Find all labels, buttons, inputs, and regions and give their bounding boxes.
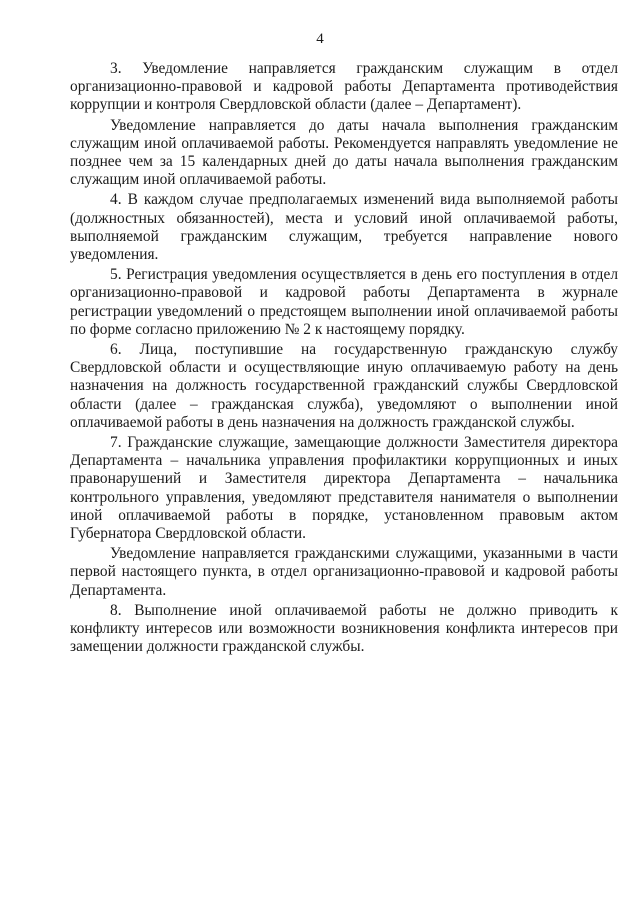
paragraph-4: 4. В каждом случае предполагаемых изменений вида выполняемой работы (должностных обязанностей), места и условий иной оплачиваемой работы, выполняемой гражданским служащим, требуется направление нового уведомления. <box>70 191 618 264</box>
paragraph-3: 3. Уведомление направляется гражданским служащим в отдел организационно-правовой и кадровой работы Департамента противодействия коррупции и контроля Свердловской области (далее – Департамент). <box>70 60 618 114</box>
paragraph-7: 7. Гражданские служащие, замещающие должности Заместителя директора Департамента – начальника управления профилактики коррупционных и иных правонарушений и Заместителя директора Департамента – начальника контрольного управления, уведомляют представителя нанимателя о выполнении иной оплачиваемой работы в порядке, установленном правовым актом Губернатора Свердловской области. <box>70 434 618 543</box>
document-body <box>70 60 618 657</box>
paragraph-7-part-2: Уведомление направляется гражданскими служащими, указанными в части первой настоящего пункта, в отдел организационно-правовой и кадровой работы Департамента. <box>70 545 618 599</box>
paragraph-5: 5. Регистрация уведомления осуществляется в день его поступления в отдел организационно-правовой и кадровой работы Департамента в журнале регистрации уведомлений о предстоящем выполнении иной оплачиваемой работы по форме согласно приложению № 2 к настоящему порядку. <box>70 266 618 338</box>
page-number: 4 <box>316 31 324 47</box>
paragraph-6: 6. Лица, поступившие на государственную гражданскую службу Свердловской области и осуществляющие иную оплачиваемую работу на день назначения на должность государственной гражданский службы Свердловской области (далее – гражданская служба), уведомляют о выполнении иной оплачиваемой работы в день назначения на должность гражданской службы. <box>70 341 618 431</box>
paragraph-3-notice-timing: Уведомление направляется до даты начала выполнения гражданским служащим иной оплачиваемой работы. Рекомендуется направлять уведомление не позднее чем за 15 календарных дней до даты начала выполнения гражданским служащим иной оплачиваемой работы. <box>70 116 618 189</box>
paragraph-8: 8. Выполнение иной оплачиваемой работы не должно приводить к конфликту интересов или возможности возникновения конфликта интересов при замещении должности гражданской службы. <box>70 601 618 656</box>
